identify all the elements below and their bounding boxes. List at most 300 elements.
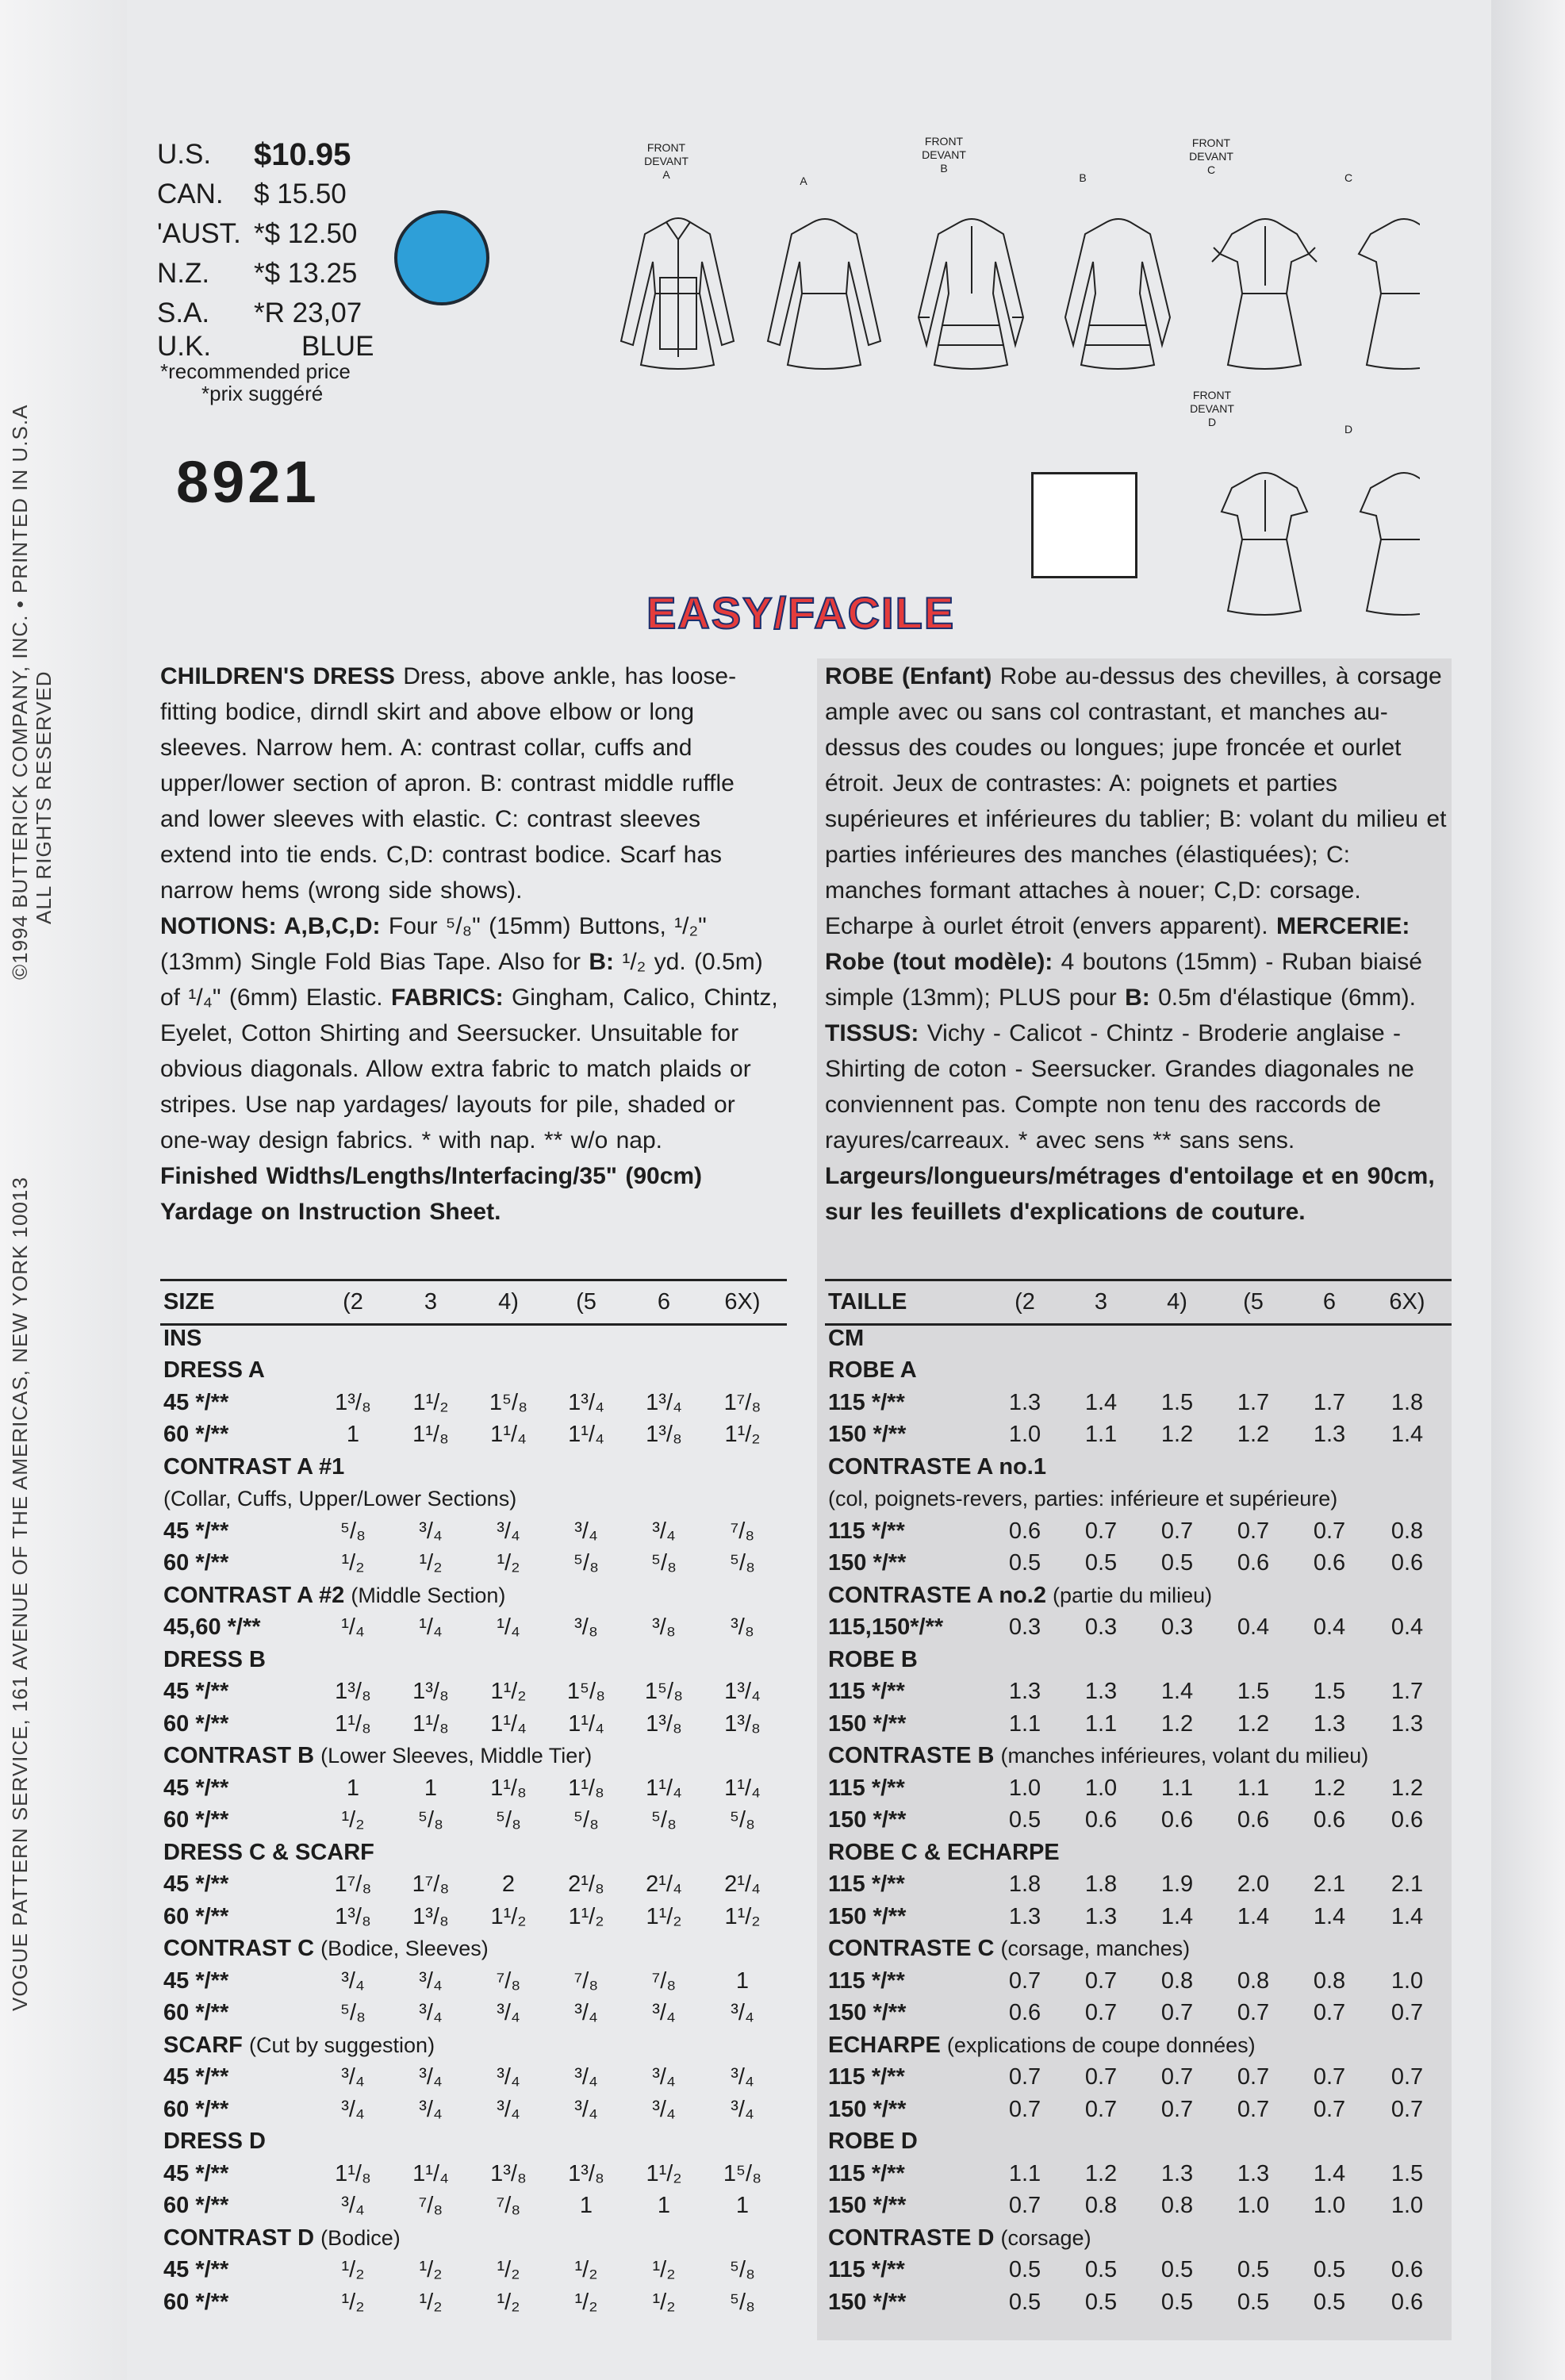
section-title: CONTRASTE B	[828, 1743, 995, 1769]
yardage-value: ¹/₂	[497, 2289, 520, 2315]
yardage-value: 0.5	[1313, 2257, 1346, 2283]
table-row	[828, 1965, 1447, 1998]
yardage-value: 1³/₈	[646, 1422, 682, 1448]
yardage-value: ³/₄	[341, 1967, 365, 1994]
yardage-value: ¹/₄	[497, 1614, 520, 1641]
yardage-value: ³/₄	[341, 2193, 365, 2219]
yardage-value: 2.1	[1390, 1871, 1424, 1898]
yardage-value: 1.1	[1237, 1775, 1270, 1801]
yardage-value: 1.2	[1237, 1710, 1270, 1737]
section-title: CM	[828, 1325, 865, 1351]
section-label	[828, 1644, 1447, 1676]
section-note: (explications de coupe données)	[946, 2033, 1256, 2057]
table-header-row	[828, 1281, 1447, 1322]
yardage-value: 1.4	[1390, 1422, 1424, 1448]
yardage-value: 0.8	[1313, 1967, 1346, 1994]
yardage-value: 1¹/₈	[490, 1775, 527, 1801]
yardage-value: 0.5	[1084, 2289, 1118, 2315]
fabric-width-label: 45 */**	[163, 2257, 229, 2283]
section-label	[163, 1451, 782, 1484]
section-title: ROBE B	[828, 1646, 918, 1672]
section-label	[828, 2222, 1447, 2255]
yardage-value: 0.7	[1237, 2096, 1270, 2122]
table-row	[163, 1708, 782, 1741]
fabric-width-label: 60 */**	[163, 1422, 229, 1448]
yardage-value: 1¹/₈	[412, 1710, 449, 1737]
yardage-value: 0.7	[1008, 2064, 1041, 2090]
table-row	[163, 1612, 782, 1645]
yardage-value: 1.0	[1008, 1775, 1041, 1801]
yardage-value: 0.5	[1008, 2257, 1041, 2283]
price-country: U.S.	[157, 139, 212, 170]
section-title: CONTRAST A #2	[163, 1582, 345, 1608]
description-fr-title: ROBE (Enfant)	[825, 663, 992, 689]
sketch-label-a-front: FRONT DEVANT A	[644, 141, 689, 181]
yardage-value: 1.7	[1237, 1389, 1270, 1415]
section-title: CONTRAST A #1	[163, 1453, 345, 1480]
section-title: DRESS C & SCARF	[163, 1839, 374, 1865]
yardage-value: ³/₄	[731, 2096, 754, 2122]
yardage-value: 1.2	[1237, 1422, 1270, 1448]
description-en	[160, 658, 779, 1230]
yardage-value: 0.5	[1008, 1550, 1041, 1576]
price-note-en: *recommended price	[160, 359, 351, 383]
yardage-value: 0.7	[1313, 1518, 1346, 1544]
section-note: (corsage, manches)	[1000, 1937, 1191, 1961]
section-label	[163, 2029, 782, 2062]
table-row	[828, 2255, 1447, 2287]
table-section-row	[163, 1933, 782, 1966]
yardage-value: 1	[579, 2193, 593, 2219]
yardage-value: 1¹/₂	[490, 1679, 527, 1705]
yardage-value: 1¹/₂	[724, 1422, 761, 1448]
yardage-value: 1¹/₄	[412, 2160, 449, 2186]
section-title: DRESS A	[163, 1357, 265, 1384]
section-label	[163, 1741, 782, 1773]
yardage-value: 1¹/₄	[490, 1422, 527, 1448]
yardage-value: 0.5	[1313, 2289, 1346, 2315]
dress-b-front-sketch	[919, 219, 1023, 369]
fabric-width-label: 150 */**	[828, 1807, 907, 1833]
price-row	[157, 333, 395, 360]
section-label	[828, 1451, 1447, 1484]
yardage-value: ³/₄	[419, 2096, 443, 2122]
table-row	[828, 1869, 1447, 1902]
table-row	[828, 2286, 1447, 2319]
size-header: 6	[657, 1288, 671, 1315]
section-title: ROBE D	[828, 2129, 918, 2155]
yardage-value: ⁷/₈	[730, 1518, 755, 1544]
yardage-value: 0.7	[1237, 1518, 1270, 1544]
table-section-row	[828, 1355, 1447, 1388]
table-subtitle-row	[828, 1484, 1447, 1516]
notions-fr: 4 boutons (15mm) - Ruban biaisé simple (13mm); PLUS pour	[825, 949, 1422, 1011]
fabric-width-label: 115,150*/**	[828, 1614, 944, 1641]
yardage-value: 1.3	[1390, 1710, 1424, 1737]
yardage-value: ¹/₂	[341, 2289, 365, 2315]
yardage-value: ³/₄	[731, 2064, 754, 2090]
fabric-width-label: 45 */**	[163, 1679, 229, 1705]
yardage-value: ³/₄	[652, 2000, 676, 2026]
table-row	[163, 2255, 782, 2287]
yardage-value: 1⁷/₈	[412, 1871, 450, 1898]
yardage-value: 2.1	[1313, 1871, 1346, 1898]
fabric-width-label: 150 */**	[828, 1550, 907, 1576]
dress-a-back-sketch	[768, 219, 880, 369]
table-row	[163, 1387, 782, 1419]
yardage-value: ³/₄	[341, 2096, 365, 2122]
yardage-value: 0.7	[1390, 2000, 1424, 2026]
yardage-value: 1.9	[1160, 1871, 1194, 1898]
yardage-value: 1⁷/₈	[334, 1871, 372, 1898]
yardage-value: 1¹/₂	[490, 1903, 527, 1929]
section-label	[163, 2126, 782, 2159]
fabric-width-label: 150 */**	[828, 1710, 907, 1737]
section-title: DRESS D	[163, 2129, 266, 2155]
fabric-width-label: 115 */**	[828, 1967, 905, 1994]
yardage-value: 0.6	[1008, 2000, 1041, 2026]
section-label	[828, 2126, 1447, 2159]
yardage-value: 1³/₈	[490, 2160, 527, 2186]
table-row	[163, 1772, 782, 1805]
section-note: (Bodice)	[320, 2225, 401, 2250]
fabric-width-label: 60 */**	[163, 1903, 229, 1929]
size-label: SIZE	[163, 1288, 215, 1315]
notions-en: Four ⁵/₈" (15mm) Buttons, ¹/₂" (13mm) Single Fold Bias Tape. Also for	[160, 913, 707, 975]
yardage-value: 1	[346, 1775, 360, 1801]
yardage-value: 0.7	[1084, 2096, 1118, 2122]
yardage-value: 1⁵/₈	[644, 1679, 684, 1705]
dress-c-front-sketch	[1212, 219, 1317, 369]
yardage-value: 1.0	[1390, 2193, 1424, 2219]
fabric-width-label: 60 */**	[163, 2000, 229, 2026]
yardage-value: ³/₄	[652, 2064, 676, 2090]
yardage-value: 0.7	[1313, 2096, 1346, 2122]
table-row	[163, 2190, 782, 2223]
section-label	[163, 1933, 782, 1966]
yardage-value: 1³/₄	[646, 1389, 682, 1415]
price-country: 'AUST.	[157, 218, 241, 249]
table-row	[828, 2190, 1447, 2223]
size-header: 3	[1094, 1288, 1108, 1315]
fabric-width-label: 60 */**	[163, 1710, 229, 1737]
yardage-value: 1.8	[1084, 1871, 1118, 1898]
size-header: 6X)	[1389, 1288, 1425, 1315]
yardage-value: 1	[657, 2193, 671, 2219]
yardage-value: 1.5	[1390, 2160, 1424, 2186]
yardage-value: 1⁵/₈	[723, 2160, 762, 2186]
yardage-value: ⁵/₈	[495, 1807, 522, 1833]
yardage-value: 1¹/₄	[568, 1422, 604, 1448]
yardage-value: 1	[735, 1967, 750, 1994]
yardage-value: ³/₄	[419, 2000, 443, 2026]
yardage-value: 1.3	[1160, 2160, 1194, 2186]
table-row	[163, 2286, 782, 2319]
yardage-value: 1.4	[1237, 1903, 1270, 1929]
yardage-table-fr	[828, 1281, 1447, 2319]
fabrics-fr: Vichy - Calicot - Chintz - Broderie anglaise - Shirting de coton - Seersucker. Grandes diagonales ne conviennent pas. Compte non tenu des raccords de rayures/carreaux. * avec sens ** sans sens.	[825, 1020, 1414, 1154]
fabric-width-label: 115 */**	[828, 1775, 905, 1801]
fabric-width-label: 45 */**	[163, 1518, 229, 1544]
table-row	[163, 2062, 782, 2094]
table-row	[828, 2094, 1447, 2126]
yardage-value: 1.4	[1390, 1903, 1424, 1929]
table-row	[828, 1387, 1447, 1419]
price-list	[157, 135, 395, 405]
sketch-label-d-front: FRONT DEVANT D	[1190, 389, 1234, 428]
notions-label-fr: MERCERIE: Robe (tout modèle):	[825, 913, 1410, 975]
price-amount: $ 15.50	[254, 178, 347, 209]
yardage-value: 0.5	[1160, 1550, 1194, 1576]
fabric-width-label: 115 */**	[828, 1518, 905, 1544]
yardage-value: 1.2	[1313, 1775, 1346, 1801]
yardage-value: 0.7	[1237, 2000, 1270, 2026]
table-section-row	[163, 1580, 782, 1612]
yardage-value: 1³/₈	[412, 1679, 449, 1705]
description-fr	[825, 658, 1452, 1230]
yardage-value: 1.2	[1084, 2160, 1118, 2186]
yardage-value: 1.2	[1160, 1710, 1194, 1737]
yardage-value: 1.3	[1008, 1389, 1041, 1415]
yardage-value: 0.5	[1237, 2289, 1270, 2315]
fabric-width-label: 115 */**	[828, 1871, 905, 1898]
fabric-width-label: 150 */**	[828, 2289, 907, 2315]
yardage-value: ³/₄	[497, 1518, 520, 1544]
yardage-value: 0.5	[1084, 1550, 1118, 1576]
yardage-value: 0.3	[1008, 1614, 1041, 1641]
section-title: CONTRAST B	[163, 1743, 315, 1769]
table-subtitle-row	[163, 1484, 782, 1516]
yardage-value: 1.2	[1160, 1422, 1194, 1448]
fabric-width-label: 60 */**	[163, 2096, 229, 2122]
section-title: CONTRASTE A no.2	[828, 1582, 1046, 1608]
yardage-value: ⁵/₈	[573, 1807, 600, 1833]
yardage-value: 2	[501, 1871, 516, 1898]
fabric-width-label: 150 */**	[828, 2193, 907, 2219]
yardage-value: 1.1	[1008, 2160, 1041, 2186]
table-row	[828, 2158, 1447, 2190]
yardage-value: 1¹/₄	[646, 1775, 682, 1801]
yardage-value: ⁵/₈	[339, 1518, 366, 1544]
yardage-value: 0.4	[1390, 1614, 1424, 1641]
yardage-value: 0.8	[1160, 1967, 1194, 1994]
table-row	[163, 1548, 782, 1580]
section-title: ROBE A	[828, 1357, 917, 1384]
yardage-value: 1.1	[1084, 1422, 1118, 1448]
yardage-value: 1	[346, 1422, 360, 1448]
table-row	[828, 1612, 1447, 1645]
fabric-width-label: 45 */**	[163, 1389, 229, 1415]
yardage-value: ¹/₂	[341, 2257, 365, 2283]
yardage-value: ⁵/₈	[729, 1550, 756, 1576]
yardage-value: 1.2	[1390, 1775, 1424, 1801]
yardage-value: 0.5	[1084, 2257, 1118, 2283]
yardage-value: ⁷/₈	[573, 1967, 599, 1994]
fabric-width-label: 45 */**	[163, 2064, 229, 2090]
yardage-value: ¹/₂	[419, 2289, 443, 2315]
sketch-label-a-back: A	[800, 175, 807, 187]
section-label	[163, 1355, 782, 1388]
yardage-value: 1³/₈	[724, 1710, 761, 1737]
table-row	[163, 1515, 782, 1548]
table-section-row	[163, 1355, 782, 1388]
table-section-row	[828, 1451, 1447, 1484]
yardage-value: 0.6	[1390, 2289, 1424, 2315]
table-section-row	[163, 1451, 782, 1484]
price-country: S.A.	[157, 298, 210, 328]
size-header: (2	[343, 1288, 363, 1315]
yardage-value: 0.7	[1390, 2064, 1424, 2090]
yardage-value: ³/₄	[497, 2000, 520, 2026]
yardage-value: ³/₈	[574, 1614, 598, 1641]
yardage-value: ¹/₂	[574, 2257, 598, 2283]
table-section-row	[828, 1322, 1447, 1355]
yardage-value: 1.0	[1237, 2193, 1270, 2219]
yardage-value: 1.7	[1390, 1679, 1424, 1705]
yardage-value: 1.5	[1237, 1679, 1270, 1705]
yardage-value: 1	[735, 2193, 750, 2219]
size-header: 6	[1322, 1288, 1337, 1315]
yardage-value: 0.7	[1084, 2000, 1118, 2026]
dress-d-front-sketch	[1222, 473, 1307, 615]
yardage-value: 0.7	[1237, 2064, 1270, 2090]
fabric-width-label: 60 */**	[163, 2193, 229, 2219]
description-fr-body: Robe au-dessus des chevilles, à corsage ample avec ou sans col contrastant, et manches au-dessus des coudes ou longues; jupe froncée et ourlet étroit. Jeux de contrastes: A: poignets et parties supérieures et inférieures du tablier; B: volant du milieu et parties inférieures des manches (élastiquées); C: manches formant attaches à nouer; C,D: corsage. Echarpe à ourlet étroit (envers apparent).	[825, 663, 1447, 939]
yardage-value: 1.4	[1084, 1389, 1118, 1415]
fabric-width-label: 115 */**	[828, 2257, 905, 2283]
table-section-row	[163, 1644, 782, 1676]
fabrics-label-fr: TISSUS:	[825, 1020, 919, 1046]
yardage-value: 1.8	[1390, 1389, 1424, 1415]
yardage-value: 0.6	[1237, 1550, 1270, 1576]
table-section-row	[828, 1741, 1447, 1773]
yardage-value: 0.4	[1237, 1614, 1270, 1641]
section-note: (Cut by suggestion)	[248, 2033, 435, 2057]
yardage-value: ¹/₂	[497, 2257, 520, 2283]
yardage-value: 1.1	[1084, 1710, 1118, 1737]
price-note-fr: *prix suggéré	[201, 382, 324, 405]
section-label	[828, 1580, 1447, 1612]
yardage-value: ⁵/₈	[729, 2257, 756, 2283]
yardage-value: 1.4	[1313, 2160, 1346, 2186]
price-row	[157, 254, 395, 294]
yardage-value: 1	[424, 1775, 438, 1801]
table-section-row	[828, 1837, 1447, 1869]
table-section-row	[828, 1580, 1447, 1612]
side-address-text: VOGUE PATTERN SERVICE, 161 AVENUE OF THE AMERICAS, NEW YORK 10013	[8, 1177, 32, 2011]
yardage-value: 1.0	[1084, 1775, 1118, 1801]
fabric-width-label: 115 */**	[828, 2064, 905, 2090]
yardage-value: ³/₄	[497, 2096, 520, 2122]
table-row	[828, 1805, 1447, 1837]
price-country: U.K.	[157, 331, 212, 362]
yardage-value: 0.8	[1237, 1967, 1270, 1994]
yardage-value: ⁵/₈	[729, 2289, 756, 2315]
yardage-value: 1¹/₄	[490, 1710, 527, 1737]
table-section-row	[828, 2029, 1447, 2062]
dress-a-front-sketch	[621, 218, 734, 369]
yardage-value: 1.4	[1160, 1903, 1194, 1929]
envelope-right-edge	[1491, 0, 1565, 2380]
description-en-body: Dress, above ankle, has loose-fitting bodice, dirndl skirt and above elbow or long sleeves. Narrow hem. A: contrast collar, cuffs and upper/lower section of apron. B: contrast middle ruffle and lower sleeves with elastic. C: contrast sleeves extend into tie ends. C,D: contrast bodice. Scarf has narrow hems (wrong side shows).	[160, 663, 737, 904]
fabric-width-label: 45,60 */**	[163, 1614, 261, 1641]
yardage-value: ⁵/₈	[729, 1807, 756, 1833]
section-note: (Middle Section)	[351, 1583, 506, 1607]
table-row	[828, 1708, 1447, 1741]
yardage-value: ³/₄	[341, 2064, 365, 2090]
table-section-row	[163, 2029, 782, 2062]
section-title: CONTRAST D	[163, 2225, 315, 2251]
yardage-value: ³/₄	[419, 2064, 443, 2090]
fabric-width-label: 45 */**	[163, 1775, 229, 1801]
section-label	[163, 1644, 782, 1676]
yardage-value: 0.5	[1237, 2257, 1270, 2283]
table-row	[828, 2062, 1447, 2094]
table-row	[163, 1998, 782, 2030]
yardage-value: 1³/₄	[568, 1389, 604, 1415]
yardage-value: 1.1	[1160, 1775, 1194, 1801]
size-header: 4)	[1167, 1288, 1187, 1315]
table-row	[828, 1676, 1447, 1709]
table-row	[163, 1419, 782, 1452]
yardage-value: 0.7	[1160, 2064, 1194, 2090]
table-row	[163, 1901, 782, 1933]
notions-label-en: NOTIONS: A,B,C,D:	[160, 913, 381, 939]
yardage-value: 2.0	[1237, 1871, 1270, 1898]
size-header: (2	[1015, 1288, 1035, 1315]
section-note: (Lower Sleeves, Middle Tier)	[320, 1744, 593, 1768]
yardage-value: 1³/₈	[646, 1710, 682, 1737]
yardage-value: 0.7	[1313, 2000, 1346, 2026]
yardage-value: ⁷/₈	[418, 2193, 443, 2219]
section-subtitle: (col, poignets-revers, parties: inférieure et supérieure)	[828, 1487, 1338, 1511]
yardage-value: 0.7	[1313, 2064, 1346, 2090]
price-row	[157, 135, 395, 175]
yardage-value: 1¹/₈	[335, 1710, 371, 1737]
yardage-value: ¹/₂	[419, 1550, 443, 1576]
table-section-row	[828, 1644, 1447, 1676]
yardage-value: 1.1	[1008, 1710, 1041, 1737]
yardage-value: 0.3	[1084, 1614, 1118, 1641]
yardage-value: 1³/₄	[724, 1679, 761, 1705]
section-label	[828, 1741, 1447, 1773]
yardage-value: 2¹/₄	[646, 1871, 682, 1898]
yardage-value: 0.7	[1008, 1967, 1041, 1994]
difficulty-label: EASY/FACILE	[646, 588, 956, 638]
yardage-value: ¹/₂	[497, 1550, 520, 1576]
dress-sketches	[603, 198, 1420, 627]
table-section-row	[163, 2222, 782, 2255]
yardage-value: 2¹/₄	[724, 1871, 761, 1898]
yardage-value: 0.7	[1008, 2096, 1041, 2122]
yardage-value: 1¹/₄	[568, 1710, 604, 1737]
section-title: SCARF	[163, 2032, 243, 2058]
yardage-value: 1¹/₂	[412, 1389, 449, 1415]
fabric-width-label: 150 */**	[828, 2096, 907, 2122]
yardage-value: ³/₈	[652, 1614, 676, 1641]
yardage-value: 0.3	[1160, 1614, 1194, 1641]
table-row	[163, 2094, 782, 2126]
yardage-value: 0.7	[1390, 2096, 1424, 2122]
yardage-value: 0.6	[1160, 1807, 1194, 1833]
table-section-row	[163, 1741, 782, 1773]
section-label	[828, 1322, 1447, 1355]
yardage-value: 1¹/₈	[412, 1422, 449, 1448]
yardage-value: ³/₄	[574, 2000, 598, 2026]
yardage-value: ¹/₂	[574, 2289, 598, 2315]
yardage-value: ¹/₂	[652, 2257, 676, 2283]
yardage-value: 0.7	[1160, 2096, 1194, 2122]
